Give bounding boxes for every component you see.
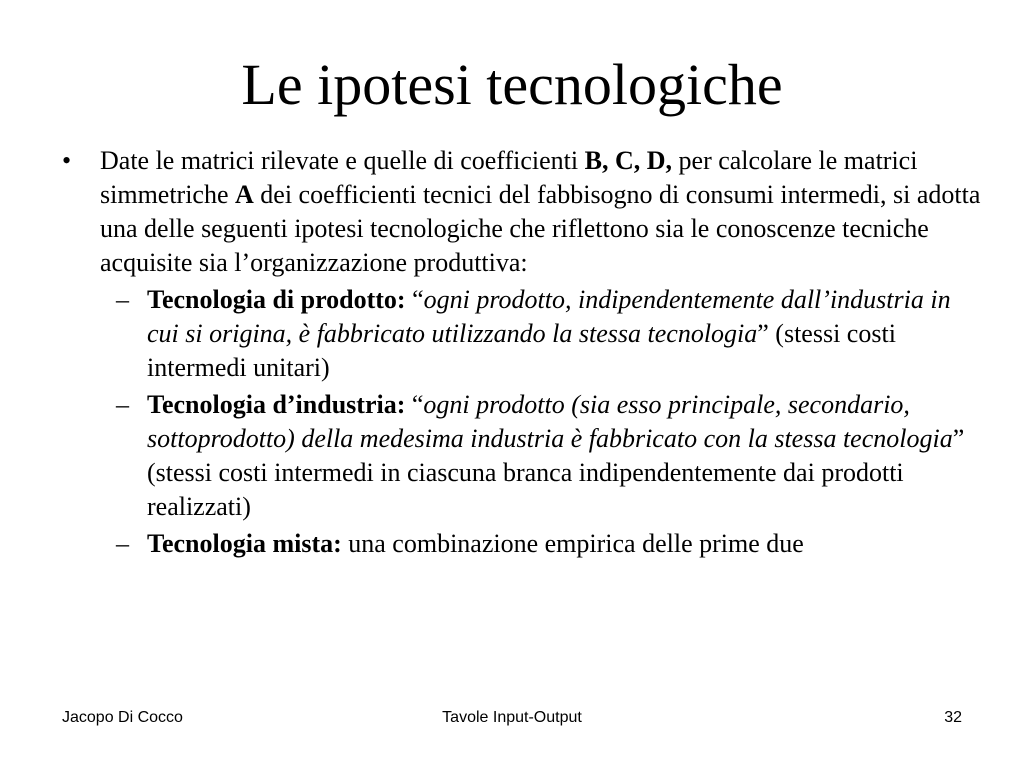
bullet-text [100,146,980,277]
footer-course: Tavole Input-Output [442,709,582,726]
dash-icon: – [116,390,129,419]
sub-item-heading: Tecnologia mista: [147,529,342,558]
sub-item-industry-technology [62,388,982,524]
footer-page-number: 32 [944,709,962,726]
bullet-text-part-2: per calcolare le matrici simmetriche [100,146,918,209]
slide-body [62,144,982,564]
open-quote: “ [405,390,424,419]
sub-item-heading: Tecnologia di prodotto: [147,285,406,314]
sub-item-definition: ogni prodotto, indipendentemente dall’industria in cui si origina, è fabbricato utilizzando la stessa tecnologia [147,285,951,348]
bullet-bold-matrix-a: A [235,180,254,209]
open-quote: “ [405,285,424,314]
bullet-icon: • [62,146,72,175]
dash-icon: – [116,529,129,558]
sub-item-definition: ogni prodotto (sia esso principale, secondario, sottoprodotto) della medesima industria è fabbricato con la stessa tecnologia [147,390,953,453]
sub-bullet-list [62,283,982,561]
bullet-text-part-1: Date le matrici rilevate e quelle di coefficienti [100,146,585,175]
main-bullet [62,144,982,280]
sub-item-note: ” (stessi costi intermedi in ciascuna branca indipendentemente dai prodotti realizzati) [147,424,965,521]
sub-item-note: ” (stessi costi intermedi unitari) [147,319,896,382]
sub-item-note: una combinazione empirica delle prime due [341,529,804,558]
dash-icon: – [116,285,129,314]
sub-item-product-technology [62,283,982,385]
sub-item-heading: Tecnologia d’industria: [147,390,406,419]
sub-item-mixed-technology [62,527,982,561]
bullet-text-part-3: dei coefficienti tecnici del fabbisogno di consumi intermedi, si adotta una delle seguenti ipotesi tecnologiche che riflettono sia le conoscenze tecniche acquisite sia l’organizzazione produttiva: [100,180,981,277]
slide-title: Le ipotesi tecnologiche [241,52,783,117]
footer-author: Jacopo Di Cocco [62,709,183,726]
bullet-bold-matrices: B, C, D, [584,146,673,175]
